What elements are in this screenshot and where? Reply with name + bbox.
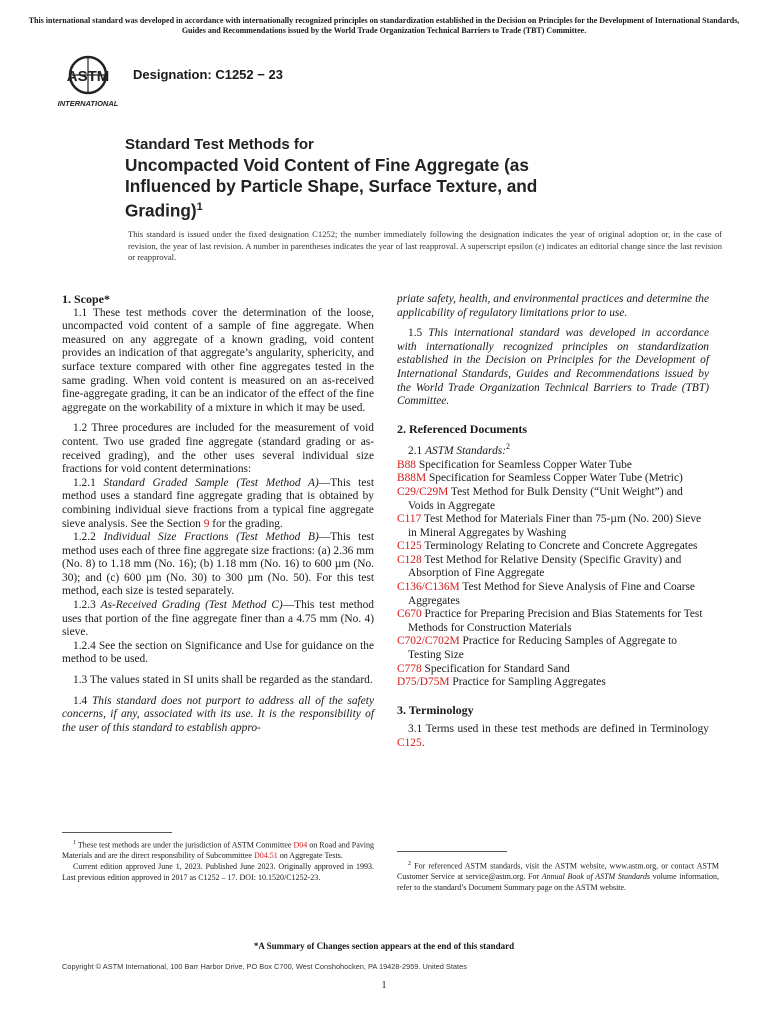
para-text: —This test method uses that portion of the fine aggregate finer than a 4.75 mm (No. 4) sieve. [62, 599, 374, 639]
footnote-text: volume information, refer to the standard’s Document Summary page on the ASTM website. [397, 872, 720, 893]
reference-title: Practice for Preparing Precision and Bias Statements for Test Methods for Construction Materials [408, 608, 703, 634]
title-line-4 [125, 197, 715, 222]
footnote-divider-right [397, 851, 507, 852]
title-footnote-ref[interactable]: 1 [196, 201, 203, 213]
footnote-text: These test methods are under the jurisdiction of ASTM Committee [76, 840, 294, 850]
reference-code-link[interactable]: B88 [397, 458, 416, 471]
para-italic: This international standard was developed in accordance with internationally recognized principles on standardization established in the Decision on Principles for the Development of International Standards, Guides and Recommendations issued by the World Trade Organization Technical Barriers to Trade (TBT) Committee. [397, 327, 710, 408]
para-text: . [421, 737, 425, 750]
para-1-1: 1.1 These test methods cover the determination of the loose, uncompacted void content of a sample of fine aggregate. When measured on any aggregate of a known grading, void content provides an indication of that aggregate’s angularity, sphericity, and surface texture compared with other fine aggregates tested in the same grading. When void content is measured on an as-received fine-aggregate grading, it can be an indicator of the effect of the fine aggregate on the workability of a mixture in which it may be used. [62, 306, 374, 414]
reference-code-link[interactable]: C117 [397, 513, 422, 526]
para-3-1 [397, 723, 709, 750]
para-1-2-2 [62, 531, 374, 599]
para-num: 1.2.3 [73, 599, 101, 612]
reference-item [397, 608, 709, 635]
reference-list [397, 459, 709, 690]
reference-item [397, 663, 709, 677]
para-text: —This test method uses a standard fine aggregate grading that is obtained by combining individual sieve fractions from a typical fine aggregate sieve analysis. See the Section [62, 476, 374, 530]
para-1-2-4: 1.2.4 See the section on Significance and Use for guidance on the method to be used. [62, 639, 374, 666]
footnote-2 [397, 859, 719, 894]
reference-item [397, 540, 709, 554]
para-text: —This test method uses each of three fine aggregate size fractions: (a) 2.36 mm (No. 8) to 1.18 mm (No. 16); (b) 1.18 mm (No. 16) to 600 µm (No. 30); and (c) 600 µm (No. 30) to 300 µm (No. 50). For this test method, each size is tested separately. [62, 531, 374, 598]
reference-title: Test Method for Relative Density (Specific Gravity) and Absorption of Fine Aggregate [408, 553, 682, 580]
para-italic: Individual Size Fractions (Test Method B) [103, 531, 319, 544]
reference-title: Test Method for Materials Finer than 75-µm (No. 200) Sieve in Mineral Aggregates by Washing [408, 513, 702, 539]
para-1-4-continued: priate safety, health, and environmental practices and determine the applicability of regulatory limitations prior to use. [397, 293, 709, 319]
reference-title: Specification for Seamless Copper Water Tube (Metric) [426, 472, 683, 485]
reference-title: Specification for Seamless Copper Water Tube [416, 458, 632, 471]
reference-code-link[interactable]: D75/D75M [397, 676, 450, 689]
footnote-marker: 2 [408, 861, 411, 867]
reference-code-link[interactable]: C29/C29M [397, 485, 449, 498]
para-num: 1.2.2 [73, 531, 104, 544]
para-text: 3.1 Terms used in these test methods are defined in Terminology [408, 723, 709, 736]
logo-text: ASTM [66, 68, 110, 85]
d04-51-link[interactable]: D04.51 [253, 851, 278, 861]
para-num: 1.4 [73, 694, 92, 707]
para-num: 1.5 [408, 327, 429, 340]
page-number: 1 [381, 980, 387, 991]
document-title [125, 135, 715, 222]
d04-link[interactable]: D04 [293, 840, 308, 850]
astm-logo [55, 53, 125, 113]
para-num: 1.2.1 [73, 476, 104, 489]
reference-title: Test Method for Sieve Analysis of Fine and Coarse Aggregates [408, 581, 695, 607]
edition-note: Current edition approved June 1, 2023. Published June 2023. Originally approved in 1993. Last previous edition approved in 2017 as C1252 – 17. DOI: 10.1520/C1252-23. [62, 862, 374, 882]
terminology-heading: 3. Terminology [397, 702, 474, 717]
footnote-1 [62, 838, 374, 883]
para-1-2: 1.2 Three procedures are included for the measurement of void content. Two use graded fine aggregate (standard grading or as-received grading), and the other uses several individual size fractions for void content determinations: [62, 422, 374, 476]
right-column [397, 293, 709, 751]
para-italic: Standard Graded Sample (Test Method A) [103, 476, 319, 489]
reference-item [397, 581, 709, 608]
reference-title: Practice for Sampling Aggregates [449, 676, 606, 689]
para-1-5 [397, 327, 709, 409]
reference-code-link[interactable]: C136/C136M [397, 581, 460, 594]
footnote-2-ref[interactable]: 2 [506, 442, 510, 452]
reference-title: Test Method for Bulk Density (“Unit Weight”) and Voids in Aggregate [408, 485, 683, 512]
astm-logo-icon [55, 53, 125, 113]
scope-heading: 1. Scope* [62, 292, 110, 306]
left-column [62, 293, 374, 735]
c125-link[interactable]: C125 [397, 737, 422, 750]
para-1-3: 1.3 The values stated in SI units shall be regarded as the standard. [73, 674, 373, 687]
footnote-marker: 1 [73, 840, 76, 846]
reference-item [397, 635, 709, 662]
reference-code-link[interactable]: C778 [397, 662, 422, 675]
para-1-2-1 [62, 477, 374, 531]
footnote-text: on Road and Paving Materials and are the direct responsibility of Subcommittee [62, 840, 374, 861]
designation: Designation: C1252 − 23 [133, 67, 283, 82]
reference-item [397, 472, 709, 486]
reference-item [397, 513, 709, 540]
reference-code-link[interactable]: C702/C702M [397, 635, 460, 648]
para-text: for the grading. [209, 517, 283, 530]
title-line-4-text: Grading) [125, 200, 197, 221]
reference-title: Specification for Standard Sand [421, 662, 570, 675]
reference-item [397, 676, 709, 690]
reference-item [397, 486, 709, 513]
para-italic: As-Received Grading (Test Method C) [100, 599, 283, 612]
title-line-1: Standard Test Methods for [125, 136, 314, 153]
para-italic: ASTM Standards: [425, 445, 506, 458]
section-9-link[interactable]: 9 [203, 517, 210, 530]
footnote-text: For referenced ASTM standards, visit the ASTM website, www.astm.org, or contact ASTM Customer Service at service@astm.org. For [397, 861, 719, 882]
para-num: 2.1 [408, 445, 426, 458]
footnote-divider [62, 832, 172, 833]
reference-code-link[interactable]: C128 [397, 553, 422, 566]
reference-code-link[interactable]: C670 [397, 608, 422, 621]
para-italic: This standard does not purport to address all of the safety concerns, if any, associated with its use. It is the responsibility of the user of this standard to establish appro- [62, 694, 374, 734]
referenced-documents-heading: 2. Referenced Documents [397, 421, 528, 436]
summary-of-changes-notice: *A Summary of Changes section appears at the end of this standard [253, 941, 515, 951]
footnote-text: on Aggregate Tests. [277, 851, 343, 861]
tbt-notice: This international standard was developed in accordance with internationally recognized principles on standardization established in the Decision on Principles for the Development of International Standards, Guides and Recommendations issued by the World Trade Organization Technical Barriers to Trade (TBT) Committee. [28, 16, 740, 35]
reference-item [397, 554, 709, 581]
reference-item [397, 459, 709, 473]
reference-code-link[interactable]: C125 [397, 540, 422, 553]
para-1-2-3 [62, 599, 374, 640]
footnote-italic: Annual Book of ASTM Standards [541, 872, 650, 882]
reference-title: Practice for Reducing Samples of Aggregate to Testing Size [408, 635, 677, 662]
title-line-3: Influenced by Particle Shape, Surface Texture, and [125, 176, 538, 196]
para-1-4 [62, 695, 374, 736]
reference-title: Terminology Relating to Concrete and Concrete Aggregates [421, 540, 698, 553]
reference-code-link[interactable]: B88M [397, 472, 427, 485]
para-2-1 [397, 440, 709, 458]
copyright-line: Copyright © ASTM International, 100 Barr Harbor Drive, PO Box C700, West Conshohocken, PA 19428-2959. United States [62, 962, 467, 971]
logo-subtext: INTERNATIONAL [57, 99, 119, 108]
issue-note: This standard is issued under the fixed designation C1252; the number immediately following the designation indicates the year of original adoption or, in the case of revision, the year of last revision. A number in parentheses indicates the year of last reapproval. A superscript epsilon (ε) indicates an editorial change since the last revision or reapproval. [128, 229, 722, 262]
title-line-2: Uncompacted Void Content of Fine Aggregate (as [125, 155, 529, 175]
